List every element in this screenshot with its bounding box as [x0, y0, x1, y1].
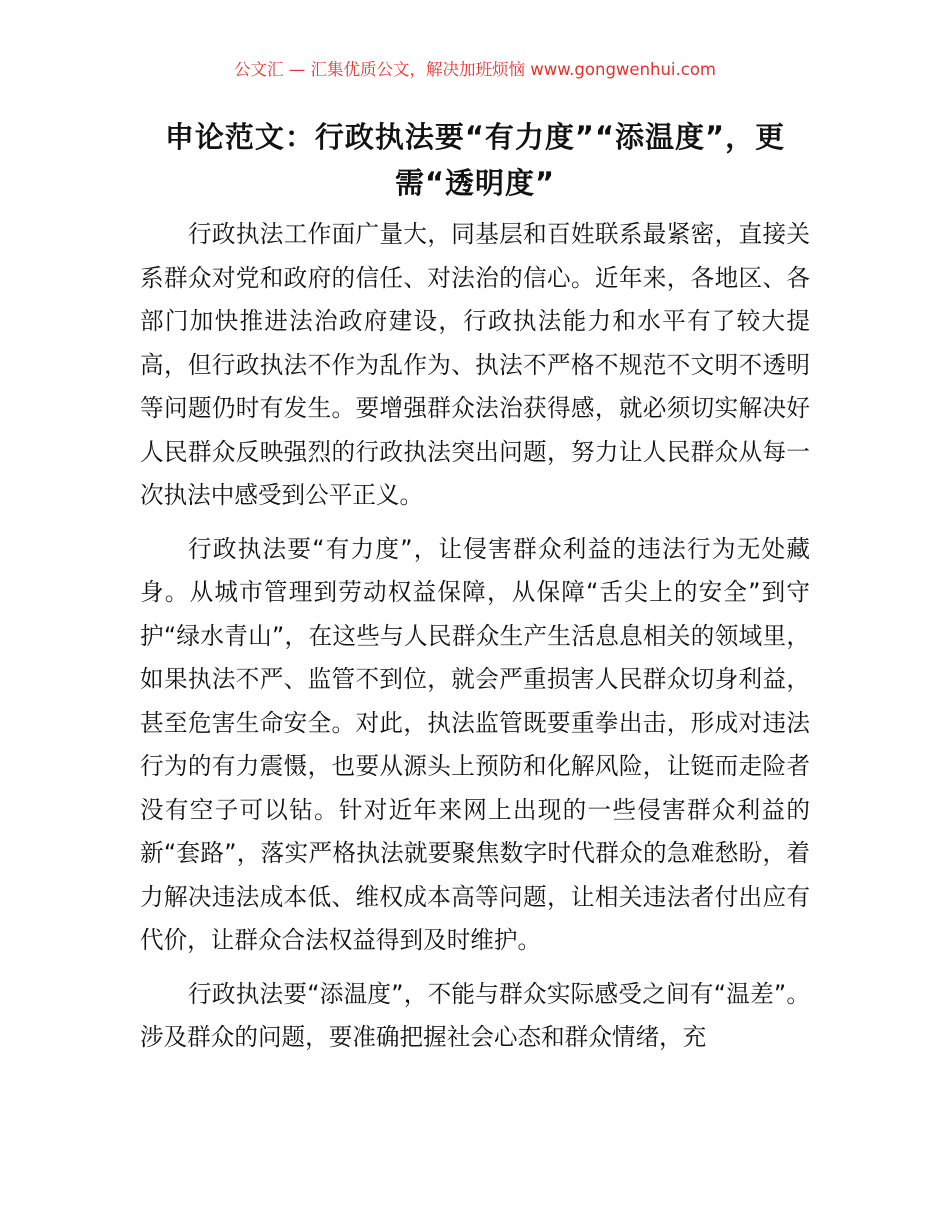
- body-paragraph: 行政执法工作面广量大，同基层和百姓联系最紧密，直接关系群众对党和政府的信任、对法治的信心。近年来，各地区、各部门加快推进法治政府建设，行政执法能力和水平有了较大提高，但行政执法不作为乱作为、执法不严格不规范不文明不透明等问题仍时有发生。要增强群众法治获得感，就必须切实解决好人民群众反映强烈的行政执法突出问题，努力让人民群众从每一次执法中感受到公平正义。: [140, 220, 810, 509]
- document-title: 申论范文：行政执法要“有力度”“添温度”，更需“透明度”: [164, 120, 786, 200]
- body-paragraph: 行政执法要“有力度”，让侵害群众利益的违法行为无处藏身。从城市管理到劳动权益保障，从保障“舌尖上的安全”到守护“绿水青山”，在这些与人民群众生产生活息息相关的领域里，如果执法不严、监管不到位，就会严重损害人民群众切身利益，甚至危害生命安全。对此，执法监管既要重拳出击，形成对违法行为的有力震慑，也要从源头上预防和化解风险，让铤而走险者没有空子可以钻。针对近年来网上出现的一些侵害群众利益的新“套路”，落实严格执法就要聚焦数字时代群众的急难愁盼，着力解决违法成本低、维权成本高等问题，让相关违法者付出应有代价，让群众合法权益得到及时维护。: [140, 534, 810, 954]
- document-body: [140, 213, 810, 1070]
- site-header-banner: 公文汇 — 汇集优质公文，解决加班烦恼 www.gongwenhui.com: [233, 60, 717, 79]
- body-paragraph: 行政执法要“添温度”，不能与群众实际感受之间有“温差”。涉及群众的问题，要准确把握社会心态和群众情绪，充: [140, 979, 810, 1051]
